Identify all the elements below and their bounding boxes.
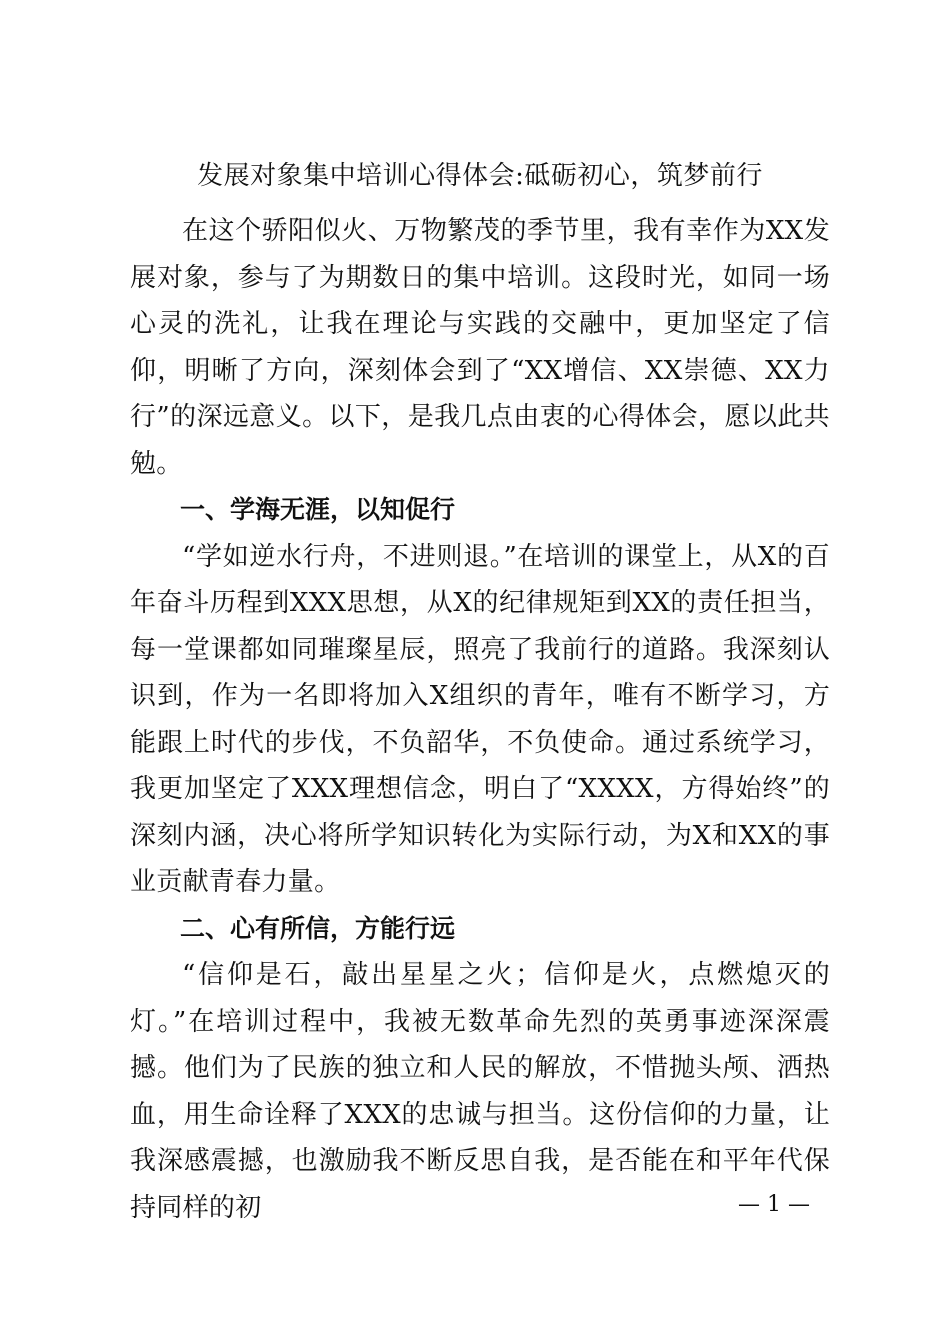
document-title: 发展对象集中培训心得体会:砥砺初心，筑梦前行: [197, 161, 763, 191]
section-paragraph-1: “学如逆水行舟，不进则退。”在培训的课堂上，从X的百年奋斗历程到XXX思想，从X的纪律规矩到XX的责任担当，每一堂课都如同璀璨星辰，照亮了我前行的道路。我深刻认识到，作为一名即将加入X组织的青年，唯有不断学习，方能跟上时代的步伐，不负韶华，不负使命。通过系统学习，我更加坚定了XXX理想信念，明白了“XXXX，方得始终”的深刻内涵，决心将所学知识转化为实际行动，为X和XX的事业贡献青春力量。: [130, 541, 830, 897]
section-paragraph-2: “信仰是石，敲出星星之火；信仰是火，点燃熄灭的灯。”在培训过程中，我被无数革命先烈的英勇事迹深深震撼。他们为了民族的独立和人民的解放，不惜抛头颅、洒热血，用生命诠释了XXX的忠诚与担当。这份信仰的力量，让我深感震撼，也激励我不断反思自我，是否能在和平年代保持同样的初: [130, 960, 830, 1223]
section-heading-2: 二、心有所信，方能行远: [180, 913, 456, 943]
intro-paragraph: 在这个骄阳似火、万物繁茂的季节里，我有幸作为XX发展对象，参与了为期数日的集中培训。这段时光，如同一场心灵的洗礼，让我在理论与实践的交融中，更加坚定了信仰，明晰了方向，深刻体会到了“XX增信、XX崇德、XX力行”的深远意义。以下，是我几点由衷的心得体会，愿以此共勉。: [130, 216, 830, 479]
document-body: [130, 208, 830, 1231]
section-heading-1: 一、学海无涯，以知促行: [180, 495, 456, 524]
page-number: — 1 —: [738, 1192, 810, 1217]
